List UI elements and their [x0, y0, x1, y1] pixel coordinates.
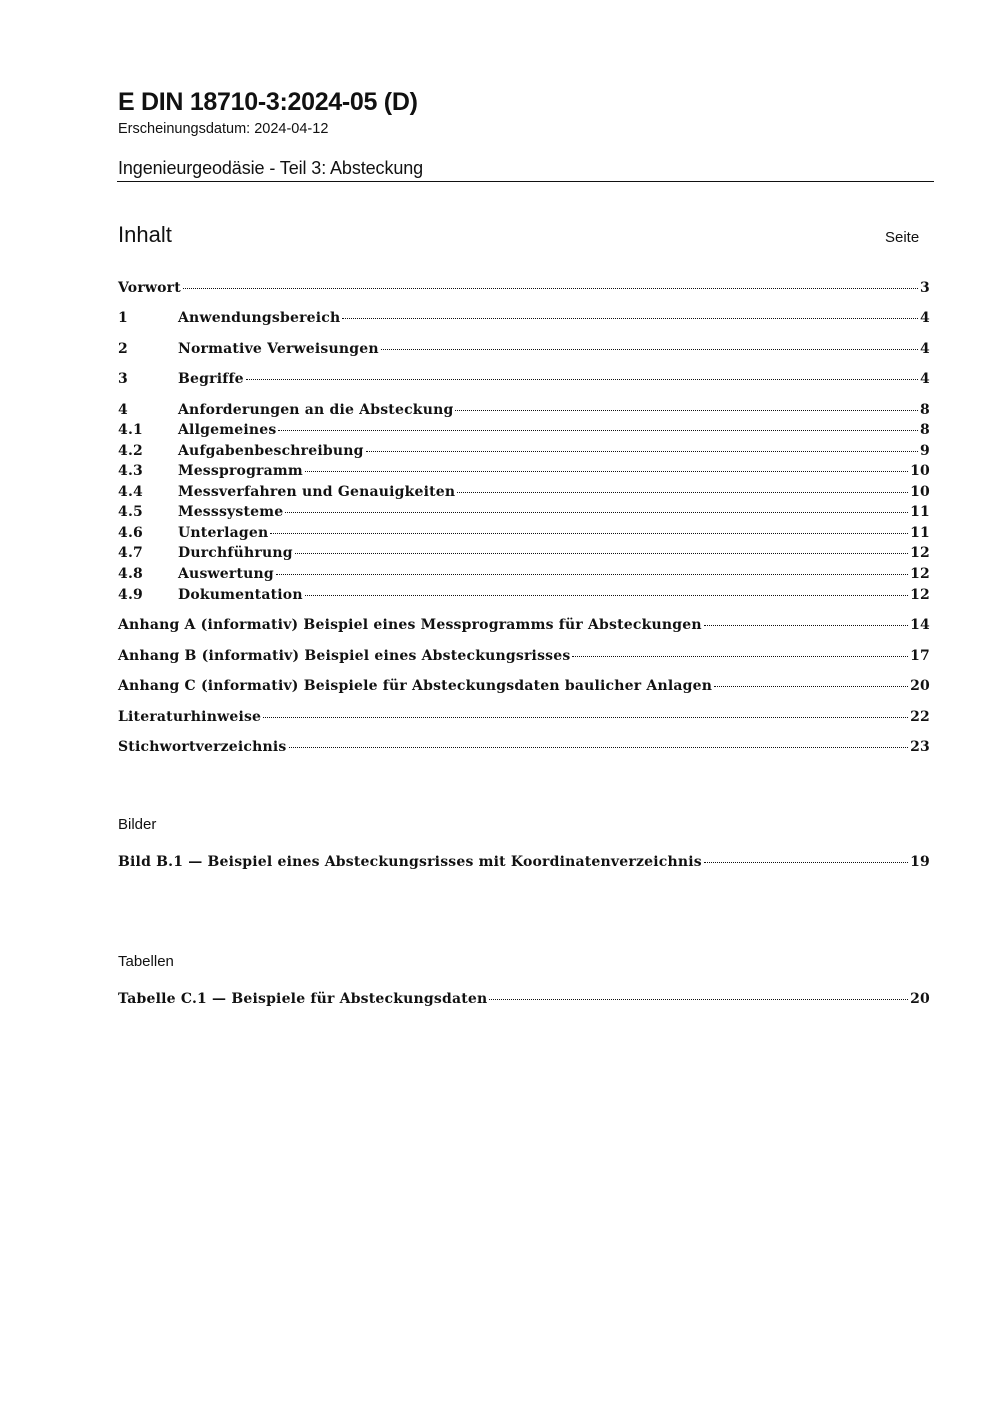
toc-entry-page: 8	[920, 422, 930, 438]
toc-entry-number: 4.9	[118, 587, 143, 603]
dot-leader	[342, 318, 918, 319]
figure-entry-page: 19	[910, 854, 930, 870]
toc-entry-page: 11	[910, 504, 930, 520]
toc-entry-label: Allgemeines	[178, 422, 277, 438]
dot-leader	[455, 410, 918, 411]
toc-entry[interactable]	[118, 402, 930, 422]
toc-entry[interactable]	[118, 648, 930, 668]
toc-entry[interactable]	[118, 709, 930, 729]
dot-leader	[704, 625, 908, 626]
toc-entry-number: 4	[118, 402, 128, 418]
toc-entry-page: 12	[910, 545, 930, 561]
title-underline	[117, 181, 934, 182]
toc-entry-number: 4.6	[118, 525, 143, 541]
toc-entry[interactable]	[118, 587, 930, 607]
dot-leader	[489, 999, 908, 1000]
toc-entry-label: Durchführung	[178, 545, 293, 561]
dot-leader	[270, 533, 908, 534]
dot-leader	[289, 747, 909, 748]
toc-entry-label: Literaturhinweise	[118, 709, 262, 725]
toc-entry-page: 17	[910, 648, 930, 664]
toc-entry-label: Begriffe	[178, 371, 244, 387]
toc-entry-page: 4	[920, 341, 930, 357]
toc-entry-label: Anhang C (informativ) Beispiele für Absteckungsdaten baulicher Anlagen	[118, 678, 713, 694]
dot-leader	[295, 553, 908, 554]
toc-entry[interactable]	[118, 280, 930, 300]
toc-entry-page: 14	[910, 617, 930, 633]
toc-entry[interactable]	[118, 678, 930, 698]
toc-entry-label: Dokumentation	[178, 587, 303, 603]
toc-entry-page: 4	[920, 310, 930, 326]
toc-entry[interactable]	[118, 422, 930, 442]
toc-entry-page: 9	[920, 443, 930, 459]
page-column-heading: Seite	[885, 229, 920, 246]
dot-leader	[305, 471, 908, 472]
toc-entry-page: 12	[910, 566, 930, 582]
figures-heading: Bilder	[118, 816, 157, 833]
toc-entry[interactable]	[118, 341, 930, 361]
toc-entry-number: 4.2	[118, 443, 143, 459]
toc-entry-page: 12	[910, 587, 930, 603]
toc-entry-label: Aufgabenbeschreibung	[178, 443, 364, 459]
dot-leader	[285, 512, 908, 513]
toc-entry[interactable]	[118, 463, 930, 483]
toc-entry-number: 4.7	[118, 545, 143, 561]
dot-leader	[305, 595, 908, 596]
toc-entry-label: Normative Verweisungen	[178, 341, 379, 357]
toc-entry-label: Messverfahren und Genauigkeiten	[178, 484, 456, 500]
publication-date: Erscheinungsdatum: 2024-04-12	[118, 121, 329, 137]
toc-entry[interactable]	[118, 566, 930, 586]
dot-leader	[183, 288, 918, 289]
toc-entry[interactable]	[118, 739, 930, 759]
dot-leader	[572, 656, 908, 657]
toc-entry-label: Anwendungsbereich	[178, 310, 341, 326]
dot-leader	[246, 379, 918, 380]
toc-entry-label: Anforderungen an die Absteckung	[178, 402, 454, 418]
toc-entry[interactable]	[118, 504, 930, 524]
dot-leader	[714, 686, 908, 687]
toc-entry[interactable]	[118, 617, 930, 637]
figure-entry[interactable]	[118, 854, 930, 874]
toc-entry-label: Anhang A (informativ) Beispiel eines Messprogramms für Absteckungen	[118, 617, 702, 633]
toc-entry[interactable]	[118, 310, 930, 330]
toc-entry-number: 4.8	[118, 566, 143, 582]
toc-entry-number: 4.4	[118, 484, 143, 500]
toc-entry-label: Messsysteme	[178, 504, 284, 520]
dot-leader	[704, 862, 908, 863]
toc-entry-page: 10	[910, 463, 930, 479]
contents-heading: Inhalt	[118, 222, 172, 247]
table-entry-page: 20	[910, 991, 930, 1007]
toc-entry[interactable]	[118, 545, 930, 565]
dot-leader	[381, 349, 918, 350]
toc-entry-number: 1	[118, 310, 128, 326]
toc-entry-page: 22	[910, 709, 930, 725]
toc-entry-number: 4.3	[118, 463, 143, 479]
toc-entry-label: Unterlagen	[178, 525, 269, 541]
toc-entry[interactable]	[118, 443, 930, 463]
dot-leader	[366, 451, 918, 452]
toc-entry-number: 2	[118, 341, 128, 357]
toc-entry-page: 10	[910, 484, 930, 500]
document-id: E DIN 18710-3:2024-05 (D)	[118, 88, 418, 116]
toc-entry-number: 4.1	[118, 422, 143, 438]
toc-entry-label: Messprogramm	[178, 463, 303, 479]
toc-entry-label: Vorwort	[118, 280, 181, 296]
toc-entry-number: 4.5	[118, 504, 143, 520]
figure-entry-label: Bild B.1 — Beispiel eines Absteckungsrisses mit Koordinatenverzeichnis	[118, 854, 702, 870]
toc-entry-page: 3	[920, 280, 930, 296]
document-title: Ingenieurgeodäsie - Teil 3: Absteckung	[118, 158, 424, 178]
toc-entry[interactable]	[118, 371, 930, 391]
dot-leader	[263, 717, 908, 718]
toc-entry-label: Auswertung	[178, 566, 274, 582]
toc-entry[interactable]	[118, 484, 930, 504]
table-entry-label: Tabelle C.1 — Beispiele für Absteckungsdaten	[118, 991, 488, 1007]
toc-entry-page: 23	[910, 739, 930, 755]
toc-entry-label: Stichwortverzeichnis	[118, 739, 287, 755]
dot-leader	[278, 430, 918, 431]
dot-leader	[457, 492, 908, 493]
toc-entry-page: 11	[910, 525, 930, 541]
toc-entry-page: 20	[910, 678, 930, 694]
toc-entry-label: Anhang B (informativ) Beispiel eines Absteckungsrisses	[118, 648, 571, 664]
toc-entry-number: 3	[118, 371, 128, 387]
toc-entry-page: 4	[920, 371, 930, 387]
tables-heading: Tabellen	[118, 953, 174, 970]
table-entry[interactable]	[118, 991, 930, 1011]
toc-entry[interactable]	[118, 525, 930, 545]
toc-entry-page: 8	[920, 402, 930, 418]
dot-leader	[276, 574, 908, 575]
